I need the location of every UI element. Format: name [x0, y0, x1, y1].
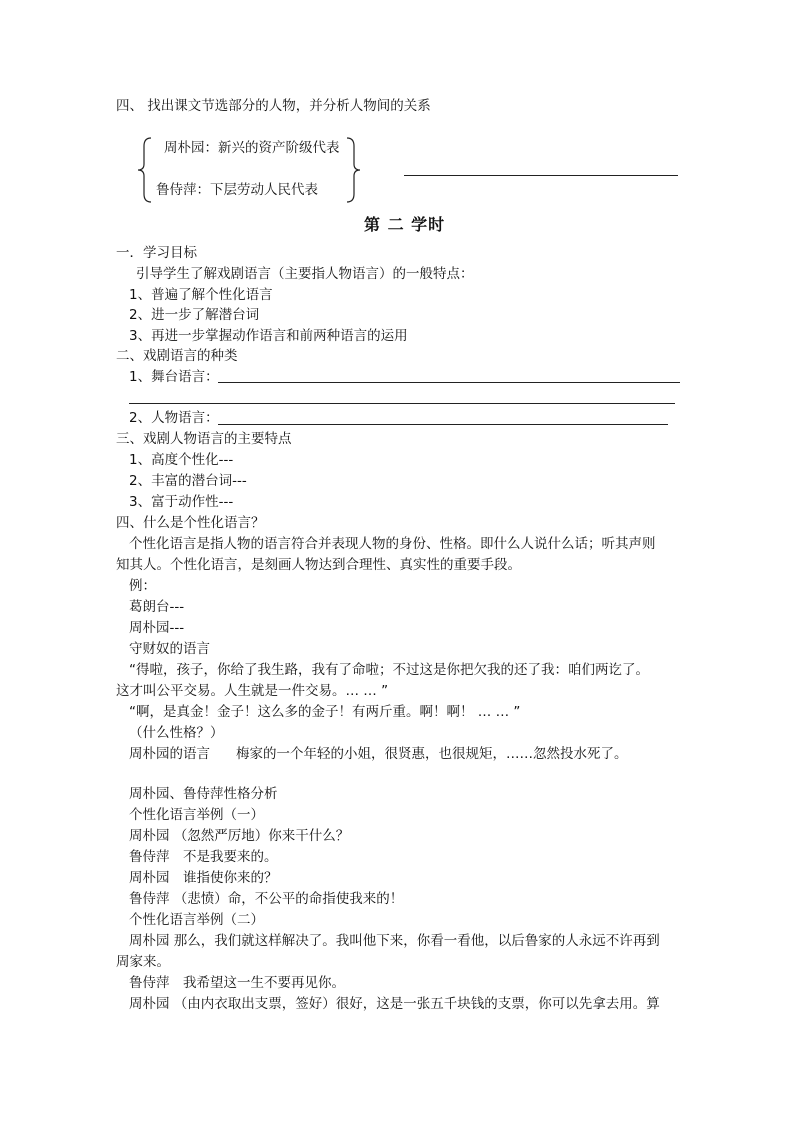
- goals-intro: 引导学生了解戏剧语言（主要指人物语言）的一般特点：: [136, 266, 474, 282]
- type-character: 2、人物语言：: [129, 410, 219, 426]
- feature-item: 3、富于动作性---: [129, 494, 234, 510]
- example1-heading: 个性化语言举例（一）: [129, 807, 264, 823]
- personalized-heading: 四、什么是个性化语言？: [116, 515, 265, 531]
- example-label: 例：: [129, 578, 156, 594]
- dialogue-line: 周朴园 那么，我们就这样解决了。我叫他下来，你看一看他，以后鲁家的人永远不许再到: [129, 933, 660, 949]
- personalized-para-2: 知其人。个性化语言，是刻画人物达到合理性、真实性的重要手段。: [116, 557, 521, 573]
- left-brace: [136, 136, 156, 204]
- right-brace: [342, 136, 362, 204]
- lesson-title: 第 二 学时: [364, 215, 446, 234]
- quote2: “啊，是真金！金子！这么多的金子！有两斤重。啊！啊！ … … ”: [129, 704, 521, 720]
- what-character: （什么性格？）: [129, 725, 224, 741]
- personalized-para-1: 个性化语言是指人物的语言符合并表现人物的身份、性格。即什么人说什么话；听其声则: [129, 536, 656, 552]
- features-heading: 三、戏剧人物语言的主要特点: [116, 431, 292, 447]
- goal-item: 2、进一步了解潜台词: [129, 307, 260, 323]
- example2-heading: 个性化语言举例（二）: [129, 912, 264, 928]
- dialogue-line: 鲁侍萍 我希望这一生不要再见你。: [129, 975, 345, 991]
- dialogue-line: 周朴园 （由内衣取出支票，签好）很好，这是一张五千块钱的支票，你可以先拿去用。算: [129, 996, 660, 1012]
- stage-answer-line-2: [129, 403, 675, 404]
- relation-lu: 鲁侍萍：下层劳动人民代表: [156, 182, 318, 198]
- example-zhou: 周朴园---: [129, 620, 185, 636]
- dialogue-line: 周朴园 （忽然严厉地）你来干什么？: [129, 828, 350, 844]
- dialogue-line: 周朴园 谁指使你来的？: [129, 870, 278, 886]
- section4-heading: 四、 找出课文节选部分的人物，并分析人物间的关系: [116, 98, 431, 114]
- relation-zhou: 周朴园：新兴的资产阶级代表: [164, 140, 340, 156]
- zhou-language-text: 梅家的一个年轻的小姐，很贤惠，也很规矩，……忽然投水死了。: [236, 746, 628, 762]
- dialogue-line: 周家来。: [116, 954, 170, 970]
- feature-item: 1、高度个性化---: [129, 452, 234, 468]
- dialogue-line: 鲁侍萍 （悲愤）命，不公平的命指使我来的！: [129, 891, 404, 907]
- types-heading: 二、戏剧语言的种类: [116, 348, 238, 364]
- quote1-line1: “得啦，孩子，你给了我生路，我有了命啦；不过这是你把欠我的还了我：咱们两讫了。: [129, 662, 649, 678]
- zhou-language-label: 周朴园的语言: [129, 746, 210, 762]
- feature-item: 2、丰富的潜台词---: [129, 473, 247, 489]
- type-stage: 1、舞台语言：: [129, 369, 219, 385]
- goals-heading: 一．学习目标: [116, 245, 197, 261]
- relation-answer-line: [404, 175, 678, 176]
- quote1-line2: 这才叫公平交易。人生就是一件交易。… … ”: [116, 683, 389, 699]
- example-grandet: 葛朗台---: [129, 599, 185, 615]
- miser-language: 守财奴的语言: [129, 641, 210, 657]
- goal-item: 1、普遍了解个性化语言: [129, 287, 273, 303]
- character-answer-line: [218, 424, 668, 425]
- analysis-heading: 周朴园、鲁侍萍性格分析: [129, 786, 278, 802]
- stage-answer-line-1: [218, 382, 680, 383]
- dialogue-line: 鲁侍萍 不是我要来的。: [129, 849, 278, 865]
- goal-item: 3、再进一步掌握动作语言和前两种语言的运用: [129, 328, 408, 344]
